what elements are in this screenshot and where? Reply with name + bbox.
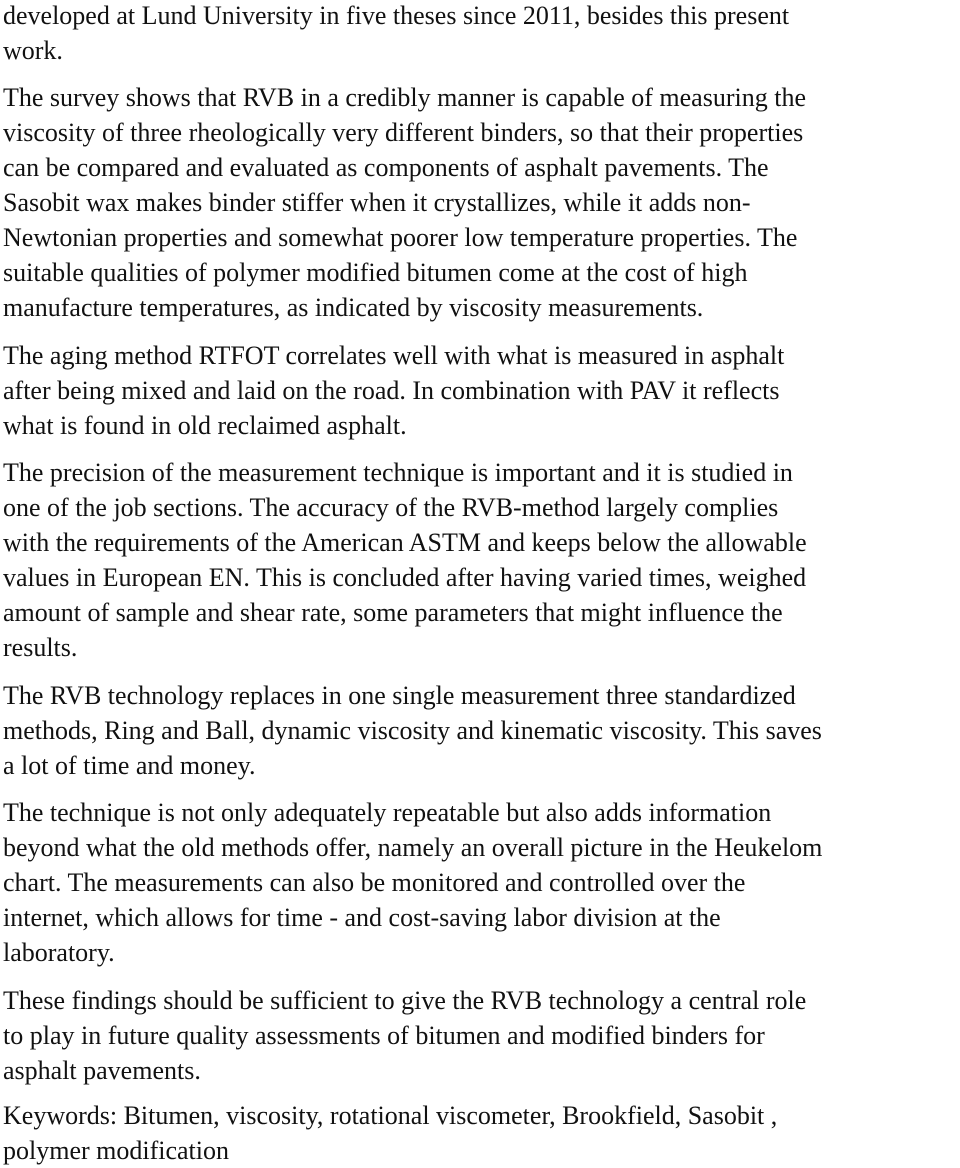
text-line: one of the job sections. The accuracy of the RVB-method largely complies bbox=[3, 493, 779, 522]
text-line: These findings should be sufficient to give the RVB technology a central role bbox=[3, 986, 807, 1015]
text-line: amount of sample and shear rate, some parameters that might influence the bbox=[3, 598, 783, 627]
text-line: beyond what the old methods offer, namely an overall picture in the Heukelom bbox=[3, 833, 823, 862]
text-line: manufacture temperatures, as indicated by viscosity measurements. bbox=[3, 293, 704, 322]
text-line: Keywords: Bitumen, viscosity, rotational viscometer, Brookfield, Sasobit , bbox=[3, 1101, 778, 1130]
text-line: to play in future quality assessments of bitumen and modified binders for bbox=[3, 1021, 765, 1050]
paragraph-intro-continuation bbox=[3, 0, 789, 68]
text-line: can be compared and evaluated as components of asphalt pavements. The bbox=[3, 153, 769, 182]
paragraph-precision bbox=[3, 455, 807, 665]
text-line: work. bbox=[3, 36, 63, 65]
paragraph-survey bbox=[3, 80, 806, 325]
text-line: The technique is not only adequately repeatable but also adds information bbox=[3, 798, 772, 827]
text-line: The precision of the measurement technique is important and it is studied in bbox=[3, 458, 793, 487]
text-line: after being mixed and laid on the road. In combination with PAV it reflects bbox=[3, 376, 780, 405]
paragraph-findings bbox=[3, 983, 806, 1088]
text-line: The RVB technology replaces in one single measurement three standardized bbox=[3, 681, 796, 710]
paragraph-replaces bbox=[3, 678, 822, 783]
text-line: values in European EN. This is concluded after having varied times, weighed bbox=[3, 563, 807, 592]
text-line: what is found in old reclaimed asphalt. bbox=[3, 411, 407, 440]
text-line: asphalt pavements. bbox=[3, 1056, 201, 1085]
text-line: laboratory. bbox=[3, 938, 115, 967]
text-line: Sasobit wax makes binder stiffer when it crystallizes, while it adds non- bbox=[3, 188, 751, 217]
text-line: Newtonian properties and somewhat poorer low temperature properties. The bbox=[3, 223, 798, 252]
text-line: The survey shows that RVB in a credibly manner is capable of measuring the bbox=[3, 83, 806, 112]
text-line: developed at Lund University in five theses since 2011, besides this present bbox=[3, 1, 790, 30]
text-line: chart. The measurements can also be monitored and controlled over the bbox=[3, 868, 746, 897]
paragraph-aging bbox=[3, 338, 784, 443]
text-line: internet, which allows for time - and cost-saving labor division at the bbox=[3, 903, 721, 932]
text-line: viscosity of three rheologically very different binders, so that their properties bbox=[3, 118, 804, 147]
text-line: with the requirements of the American ASTM and keeps below the allowable bbox=[3, 528, 807, 557]
text-line: polymer modification bbox=[3, 1136, 230, 1165]
text-line: results. bbox=[3, 633, 78, 662]
text-line: a lot of time and money. bbox=[3, 751, 256, 780]
text-line: methods, Ring and Ball, dynamic viscosity and kinematic viscosity. This saves bbox=[3, 716, 822, 745]
paragraph-keywords bbox=[3, 1098, 777, 1168]
text-line: suitable qualities of polymer modified bitumen come at the cost of high bbox=[3, 258, 748, 287]
text-line: The aging method RTFOT correlates well with what is measured in asphalt bbox=[3, 341, 785, 370]
paragraph-repeatable bbox=[3, 795, 822, 970]
